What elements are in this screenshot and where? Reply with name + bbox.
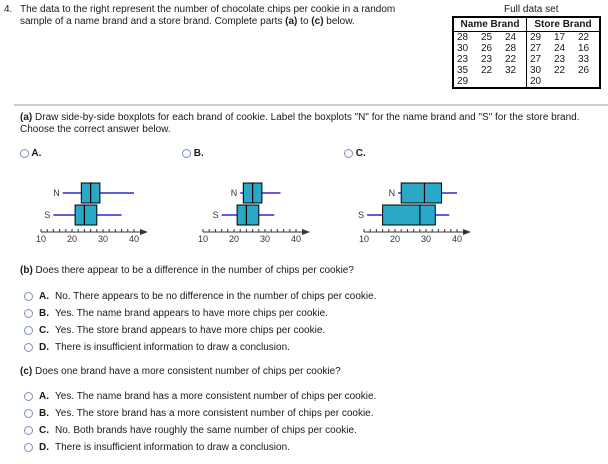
part-c-option-d[interactable] — [24, 442, 376, 454]
radio-b[interactable] — [182, 149, 191, 158]
part-b-option-c[interactable] — [24, 325, 377, 337]
svg-text:10: 10 — [35, 234, 47, 244]
option-text: No. Both brands have roughly the same number of chips per cookie. — [55, 425, 357, 436]
option-letter: A. — [39, 291, 49, 302]
option-letter: B. — [39, 408, 49, 419]
option-letter: A. — [31, 148, 42, 159]
radio[interactable] — [24, 426, 33, 435]
radio[interactable] — [24, 443, 33, 452]
svg-text:30: 30 — [420, 234, 432, 244]
data-cell: 22 — [505, 54, 517, 65]
svg-text:30: 30 — [259, 234, 271, 244]
svg-text:40: 40 — [290, 234, 302, 244]
data-cell: 23 — [554, 54, 566, 65]
option-letter: D. — [39, 342, 49, 353]
part-a-tag: (a) — [20, 112, 33, 123]
option-b-label[interactable] — [182, 148, 204, 159]
svg-text:10: 10 — [358, 234, 370, 244]
data-cell: 22 — [578, 32, 590, 43]
option-a-label[interactable] — [20, 148, 41, 159]
data-cell: 28 — [457, 32, 469, 43]
data-cell: 26 — [481, 43, 493, 54]
svg-text:20: 20 — [66, 234, 78, 244]
data-cell: 29 — [457, 76, 469, 87]
data-cell: 30 — [457, 43, 469, 54]
data-cell: 24 — [554, 43, 566, 54]
data-cell: 29 — [527, 32, 552, 44]
part-c-text: Does one brand have a more consistent number of chips per cookie? — [32, 366, 341, 377]
svg-text:S: S — [358, 210, 365, 220]
question-number: 4. — [4, 4, 13, 15]
header-store-brand: Store Brand — [527, 17, 601, 32]
data-cell: 20 — [527, 76, 552, 88]
data-row — [453, 65, 600, 76]
option-text: Yes. The name brand appears to have more chips per cookie. — [55, 308, 328, 319]
data-cell: 32 — [505, 65, 517, 76]
option-text: Yes. The store brand appears to have more chips per cookie. — [55, 325, 326, 336]
option-letter: A. — [39, 391, 49, 402]
svg-text:N: N — [53, 188, 60, 198]
option-letter: D. — [39, 442, 49, 453]
part-c-option-b[interactable] — [24, 408, 376, 420]
data-cell — [575, 76, 600, 88]
data-cell: 24 — [505, 32, 517, 43]
boxplot-option-c — [358, 183, 471, 244]
option-text: Yes. The name brand has a more consistent number of chips per cookie. — [55, 391, 377, 402]
option-letter: B. — [193, 148, 204, 159]
svg-text:40: 40 — [128, 234, 140, 244]
radio[interactable] — [24, 343, 33, 352]
data-cell — [502, 76, 527, 88]
svg-text:S: S — [212, 210, 219, 220]
option-letter: C. — [39, 425, 49, 436]
data-cell: 22 — [554, 65, 566, 76]
data-cell: 30 — [527, 65, 552, 76]
data-row — [453, 76, 600, 88]
intro-text: The data to the right represent the number of chocolate chips per cookie in a random sample of a name brand and a store brand. Complete parts — [20, 4, 396, 27]
part-c-option-c[interactable] — [24, 425, 376, 437]
data-row — [453, 54, 600, 65]
data-cell: 23 — [481, 54, 493, 65]
data-cell: 16 — [578, 43, 590, 54]
data-cell: 26 — [578, 65, 590, 76]
option-c-label[interactable] — [344, 148, 366, 159]
data-cell: 33 — [578, 54, 590, 65]
option-letter: B. — [39, 308, 49, 319]
svg-text:30: 30 — [97, 234, 109, 244]
data-cell: 17 — [554, 32, 566, 43]
part-a-text: Draw side-by-side boxplots for each brand of cookie. Label the boxplots "N" for the name brand and "S" for the store brand. Choose the correct answer below. — [20, 112, 580, 135]
radio[interactable] — [24, 392, 33, 401]
divider — [14, 104, 608, 106]
part-c-tag: (c) — [20, 366, 33, 377]
radio[interactable] — [24, 326, 33, 335]
data-cell — [551, 76, 575, 88]
part-b-prompt — [20, 265, 354, 276]
boxplot-charts — [0, 175, 608, 250]
svg-text:20: 20 — [389, 234, 401, 244]
option-text: No. There appears to be no difference in the number of chips per cookie. — [55, 291, 377, 302]
question-intro — [20, 4, 420, 28]
radio-c[interactable] — [344, 149, 353, 158]
part-b-text: Does there appear to be a difference in the number of chips per cookie? — [32, 265, 354, 276]
full-data-set-link[interactable]: Full data set — [504, 4, 559, 15]
option-letter: C. — [355, 148, 366, 159]
data-cell: 22 — [481, 65, 493, 76]
svg-text:10: 10 — [197, 234, 209, 244]
radio-a[interactable] — [20, 149, 29, 158]
intro-to: to — [297, 16, 312, 27]
data-cell — [478, 76, 502, 88]
radio[interactable] — [24, 292, 33, 301]
data-cell: 25 — [481, 32, 493, 43]
data-cell: 23 — [457, 54, 469, 65]
part-b-option-a[interactable] — [24, 291, 377, 303]
option-letter: C. — [39, 325, 49, 336]
radio[interactable] — [24, 309, 33, 318]
header-name-brand: Name Brand — [453, 17, 527, 32]
data-row — [453, 43, 600, 54]
svg-text:N: N — [388, 188, 396, 198]
data-cell: 27 — [527, 43, 552, 54]
part-b-option-d[interactable] — [24, 342, 377, 354]
intro-part-c: (c) — [311, 16, 324, 27]
data-cell: 28 — [505, 43, 517, 54]
svg-text:S: S — [44, 210, 51, 220]
part-b-option-b[interactable] — [24, 308, 377, 320]
data-table — [452, 16, 601, 89]
boxplot-option-b — [198, 183, 310, 244]
svg-text:40: 40 — [451, 234, 463, 244]
option-text: There is insufficient information to draw a conclusion. — [55, 442, 290, 453]
part-c-options — [24, 391, 376, 454]
intro-part-a: (a) — [285, 16, 298, 27]
data-row — [453, 32, 600, 44]
intro-suffix: below. — [323, 16, 355, 27]
boxplot-option-a — [36, 183, 148, 244]
svg-text:20: 20 — [228, 234, 240, 244]
data-cell: 35 — [457, 65, 469, 76]
option-text: Yes. The store brand has a more consistent number of chips per cookie. — [55, 408, 374, 419]
svg-text:N: N — [230, 188, 238, 198]
part-c-option-a[interactable] — [24, 391, 376, 403]
option-text: There is insufficient information to draw a conclusion. — [55, 342, 290, 353]
data-cell: 27 — [527, 54, 552, 65]
part-b-tag: (b) — [20, 265, 33, 276]
part-a-prompt — [20, 112, 600, 136]
part-c-prompt — [20, 366, 341, 377]
part-b-options — [24, 291, 377, 354]
radio[interactable] — [24, 409, 33, 418]
